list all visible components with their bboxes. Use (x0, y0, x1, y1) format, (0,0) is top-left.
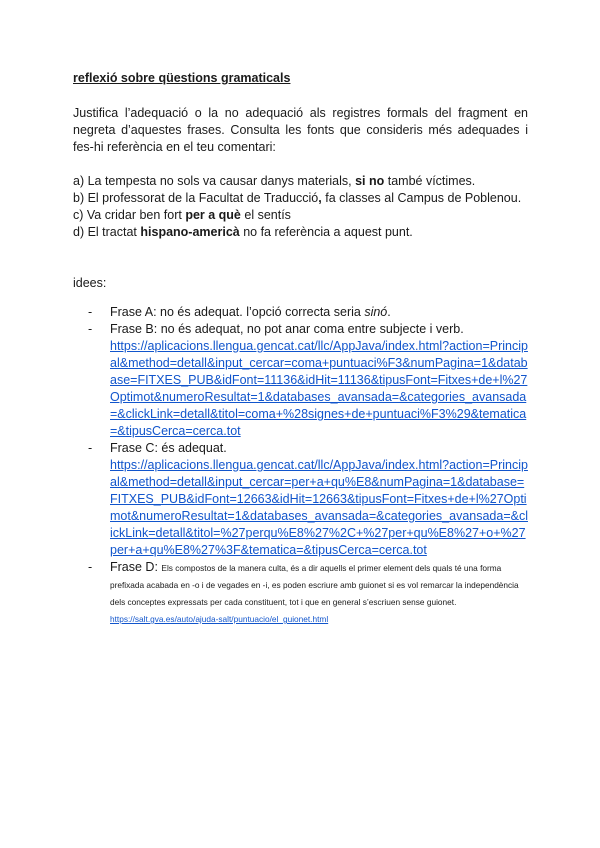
question-d (73, 224, 528, 241)
question-a-rest: també víctimes. (384, 174, 476, 188)
document-content (73, 70, 528, 627)
optimot-per-a-que-link[interactable]: https://aplicacions.llengua.gencat.cat/llc/AppJava/index.html?action=Principal&method=detall&input_cercar=per+a+qu%E8&numPagina=1&database=FITXES_PUB&idFont=12663&idHit=12663&tipusFont=Fitxes+de+l%27Optimot&numeroResultat=1&databases_avansada=&categories_avansada=&clickLink=detall&titol=%27perqu%E8%27%2C+%27per+qu%E8%27+o+%27per+a+qu%E8%27%3F&tematica=&tipusCerca=cerca.tot (110, 458, 528, 557)
idea-c-text: Frase C: és adequat. (110, 441, 227, 455)
idea-a-text: Frase A: no és adequat. l’opció correcta seria (110, 305, 365, 319)
idea-item-d (73, 559, 528, 627)
questions-list (73, 173, 528, 241)
idea-item-c (73, 440, 528, 559)
salt-guionet-link[interactable]: https://salt.gva.es/auto/ajuda-salt/puntuacio/el_guionet.html (110, 614, 329, 624)
ideas-list (73, 304, 528, 627)
question-c-bold: per a què (185, 208, 241, 222)
question-b-text: b) El professorat de la Facultat de Traducció (73, 191, 319, 205)
question-d-bold: hispano-americà (140, 225, 240, 239)
instructions-paragraph: Justifica l’adequació o la no adequació als registres formals del fragment en negreta d’aquestes frases. Consulta les fonts que consideris més adequades i fes-hi referència en el teu comentari: (73, 106, 528, 154)
question-b (73, 190, 528, 207)
spacer (73, 241, 528, 275)
idea-a-end: . (387, 305, 391, 319)
question-c-text: c) Va cridar ben fort (73, 208, 186, 222)
document-title: reflexió sobre qüestions gramaticals (73, 71, 291, 85)
ideas-heading: idees: (73, 276, 107, 290)
question-a-text: a) La tempesta no sols va causar danys materials, (73, 174, 356, 188)
idea-b-text: Frase B: no és adequat, no pot anar coma entre subjecte i verb. (110, 322, 464, 336)
question-d-text: d) El tractat (73, 225, 141, 239)
idea-d-label: Frase D: (110, 560, 162, 574)
question-b-rest: fa classes al Campus de Poblenou. (321, 191, 522, 205)
bullet-dash: - (88, 305, 93, 319)
question-c-rest: el sentís (240, 208, 291, 222)
question-b-bold: , (318, 191, 322, 205)
question-a (73, 173, 528, 190)
question-a-bold: si no (355, 174, 385, 188)
optimot-coma-link[interactable]: https://aplicacions.llengua.gencat.cat/llc/AppJava/index.html?action=Principal&method=detall&input_cercar=coma+puntuaci%F3&numPagina=1&database=FITXES_PUB&idFont=11136&idHit=11136&tipusFont=Fitxes+de+l%27Optimot&numeroResultat=1&databases_avansada=&categories_avansada=&clickLink=detall&titol=coma+%28signes+de+puntuaci%F3%29&tematica=&tipusCerca=cerca.tot (110, 339, 528, 438)
bullet-dash: - (88, 322, 93, 336)
bullet-dash: - (88, 441, 93, 455)
idea-d-note: Els compostos de la manera culta, és a dir aquells el primer element dels quals té una forma prefixada acabada en -o i de vegades en -i, es poden escriure amb guionet si es vol remarcar la independència dels conceptes expressats per cada constituent, tot i que en general s’escriuen sense guionet. (110, 563, 519, 607)
bullet-dash: - (88, 560, 93, 574)
idea-item-b (73, 321, 528, 440)
idea-a-italic: sinó (364, 305, 388, 319)
question-c (73, 207, 528, 224)
question-d-rest: no fa referència a aquest punt. (239, 225, 413, 239)
idea-item-a (73, 304, 528, 321)
